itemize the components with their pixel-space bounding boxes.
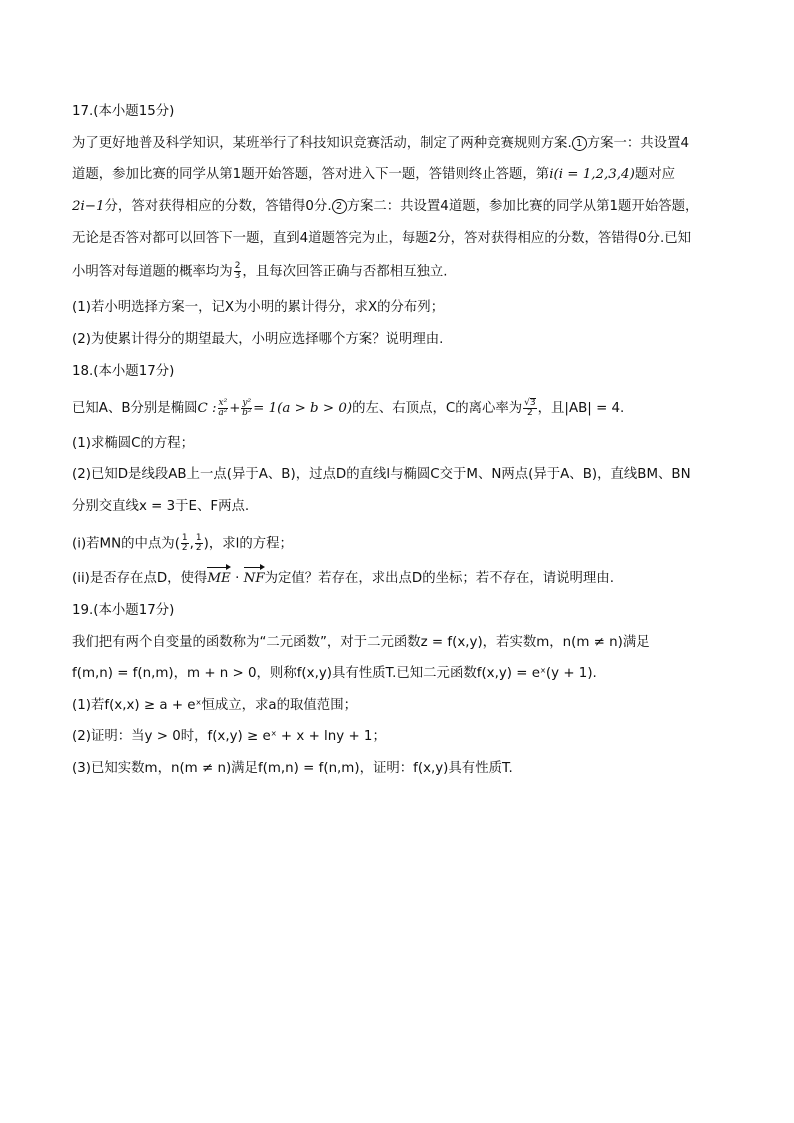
q17-text: 分，答对获得相应的分数，答错得0分. [104,199,332,214]
fraction-one-half: $\frac{1}{2}$ [181,533,188,553]
q18-part-2-line-1: (2)已知D是线段AB上一点(异于A、B)，过点D的直线l与椭圆C交于M、N两点(异于A、B)，直线BM、BN [72,467,691,482]
q17-text: 道题，参加比赛的同学从第1题开始答题，答对进入下一题，答错则终止答题，第 [72,167,550,182]
q17-line-5 [72,262,448,283]
q18-text: )，求l的方程； [203,536,293,552]
q18-math: = 1(a > b > 0) [253,401,353,416]
q17-line-1 [72,134,689,154]
q17-text: 为了更好地普及科学知识，某班举行了科技知识竞赛活动，制定了两种竞赛规则方案. [72,136,572,151]
q19-header: 19.(本小题17分) [72,603,175,618]
q17-text: 小明答对每道题的概率均为 [72,264,233,280]
fraction-sqrt3-2: $\frac{√3}{2}$ [524,398,536,418]
q18-line-1: 已知A、B分别是椭圆C : $\frac{\text{x²}}{\text{a²}}$ + $\frac{\text{y²}}{\text{b²}}$ = 1(a > b > 0)的左、右顶点，C的离心率为 $\frac{√3}{2}$ ，且|AB| = 4. [72,397,625,418]
q19-part-3: (3)已知实数m，n(m ≠ n)满足f(m,n) = f(n,m)，证明：f(x,y)具有性质T. [72,761,513,776]
q17-text: 题对应 [634,167,675,182]
q17-line-4: 无论是否答对都可以回答下一题，直到4道题答完为止，每题2分，答对获得相应的分数，答错得0分.已知 [72,231,691,246]
q18-math: C : [197,401,217,416]
q17-line-2 [72,165,675,185]
q17-header: 17.(本小题15分) [72,104,175,119]
fraction-one-half: $\frac{1}{2}$ [195,533,202,553]
q19-part-2: (2)证明：当y > 0时，f(x,y) ≥ eˣ + x + lny + 1； [72,729,386,744]
q18-header: 18.(本小题17分) [72,364,175,379]
q17-part-1: (1)若小明选择方案一，记X为小明的累计得分，求X的分布列； [72,300,445,315]
vector-ME: ME [207,569,231,589]
q18-part-2-line-2: 分别交直线x = 3于E、F两点. [72,499,250,514]
q18-text: 的左、右顶点，C的离心率为 [352,401,523,416]
q18-part-2-ii [72,569,614,589]
vector-NF: NF [244,569,265,589]
fraction-y2-b2: $\frac{\text{y²}}{\text{b²}}$ [242,397,252,418]
q17-text: ，且每次回答正确与否都相互独立. [242,264,448,280]
q18-part-1: (1)求椭圆C的方程； [72,436,195,451]
q19-line-2: f(m,n) = f(n,m)，m + n > 0，则称f(x,y)具有性质T.已知二元函数f(x,y) = eˣ(y + 1). [72,666,597,681]
fraction-two-thirds: $\frac{2}{3}$ [234,261,241,281]
q19-line-1: 我们把有两个自变量的函数称为“二元函数”，对于二元函数z = f(x,y)，若实数m，n(m ≠ n)满足 [72,635,650,650]
q19-part-1: (1)若f(x,x) ≥ a + eˣ恒成立，求a的取值范围； [72,698,357,713]
circled-number-2: 2 [332,199,347,214]
q17-part-2: (2)为使累计得分的期望最大，小明应选择哪个方案？说明理由. [72,332,444,347]
q18-text: (i)若MN的中点为( [72,536,180,552]
q17-line-3 [72,197,698,217]
q18-part-2-i: (i)若MN的中点为( $\frac{1}{2}$ , $\frac{1}{2}$ )，求l的方程； [72,533,293,553]
q17-math: i(i = 1,2,3,4) [549,167,635,182]
fraction-x2-a2: $\frac{\text{x²}}{\text{a²}}$ [218,397,228,418]
q18-text: (ii)是否存在点D，使得 [72,571,208,586]
q18-text: 已知A、B分别是椭圆 [72,401,198,416]
dot-operator: · [230,571,244,586]
q17-math: 2i−1 [72,199,105,214]
q17-text: 方案二：共设置4道题，参加比赛的同学从第1题开始答题， [346,199,699,214]
circled-number-1: 1 [572,136,587,151]
q18-text: 为定值？若存在，求出点D的坐标；若不存在，请说明理由. [264,571,614,586]
q17-text: 方案一：共设置4 [586,136,689,151]
q18-text: ，且|AB| = 4. [537,401,625,416]
